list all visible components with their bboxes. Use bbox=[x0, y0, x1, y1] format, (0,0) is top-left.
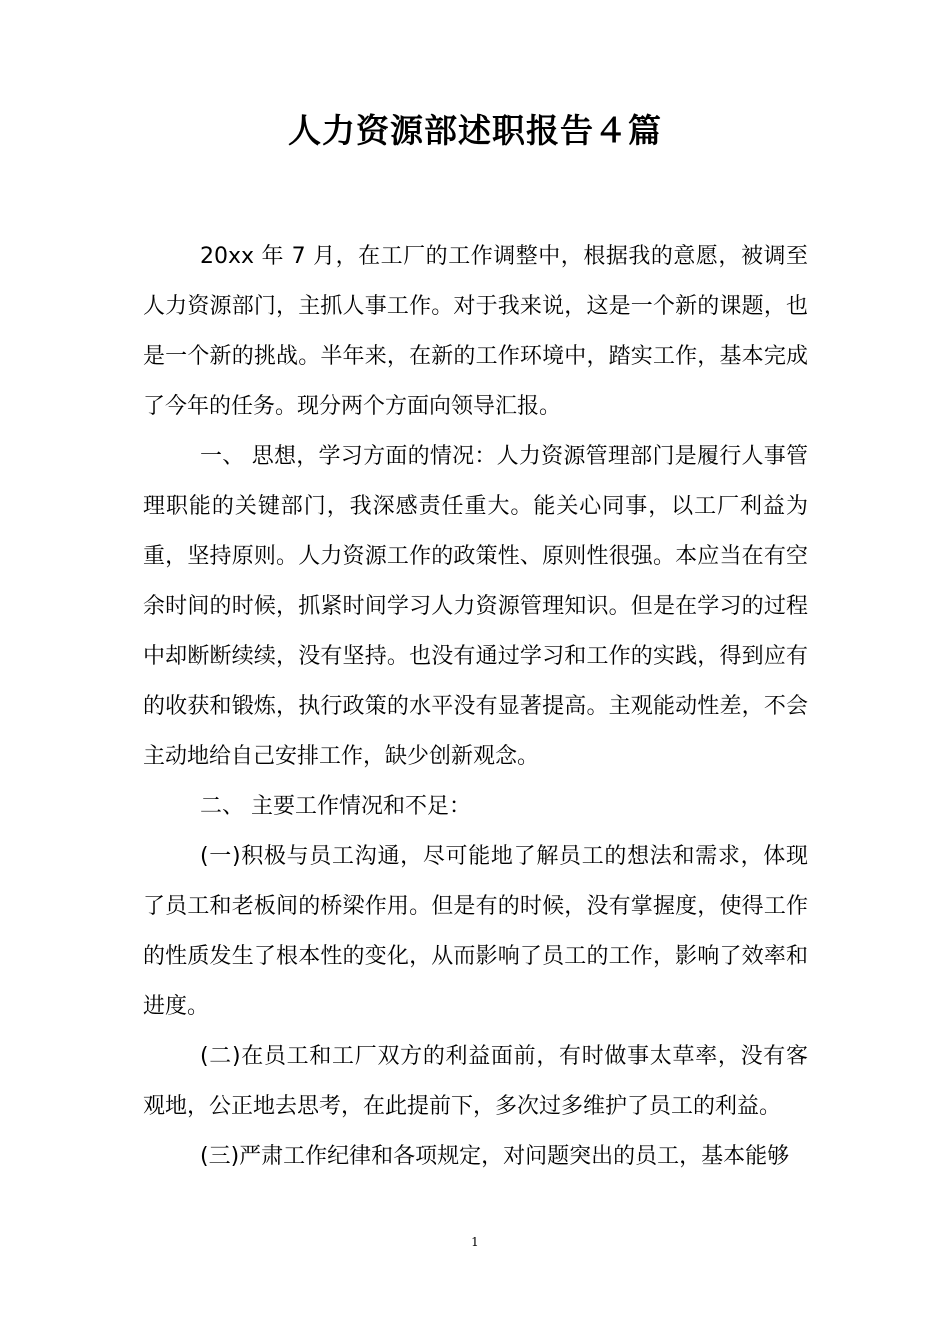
paragraph-section-one: 一、 思想，学习方面的情况：人力资源管理部门是履行人事管理职能的关键部门，我深感责任重大。能关心同事，以工厂利益为重，坚持原则。人力资源工作的政策性、原则性很强。本应当在有空余时间的时候，抓紧时间学习人力资源管理知识。但是在学习的过程中却断断续续，没有坚持。也没有通过学习和工作的实践，得到应有的收获和锻炼，执行政策的水平没有显著提高。主观能动性差，不会主动地给自己安排工作，缺少创新观念。 bbox=[143, 444, 808, 769]
document-body bbox=[143, 232, 808, 1182]
paragraph-item-two: (二)在员工和工厂双方的利益面前，有时做事太草率，没有客观地，公正地去思考，在此提前下，多次过多维护了员工的利益。 bbox=[143, 1044, 808, 1119]
paragraph-item-one: (一)积极与员工沟通，尽可能地了解员工的想法和需求，体现了员工和老板间的桥梁作用。但是有的时候，没有掌握度，使得工作的性质发生了根本性的变化，从而影响了员工的工作，影响了效率和进度。 bbox=[143, 844, 808, 1019]
page-number: 1 bbox=[471, 1235, 479, 1249]
document-title: 人力资源部述职报告４篇 bbox=[288, 111, 662, 150]
paragraph-item-three: (三)严肃工作纪律和各项规定，对问题突出的员工，基本能够 bbox=[200, 1144, 790, 1169]
paragraph-section-two-heading: 二、 主要工作情况和不足： bbox=[200, 794, 471, 819]
paragraph-intro: 20xx 年 7 月，在工厂的工作调整中，根据我的意愿，被调至人力资源部门，主抓人事工作。对于我来说，这是一个新的课题，也是一个新的挑战。半年来，在新的工作环境中，踏实工作，基本完成了今年的任务。现分两个方面向领导汇报。 bbox=[143, 244, 808, 419]
